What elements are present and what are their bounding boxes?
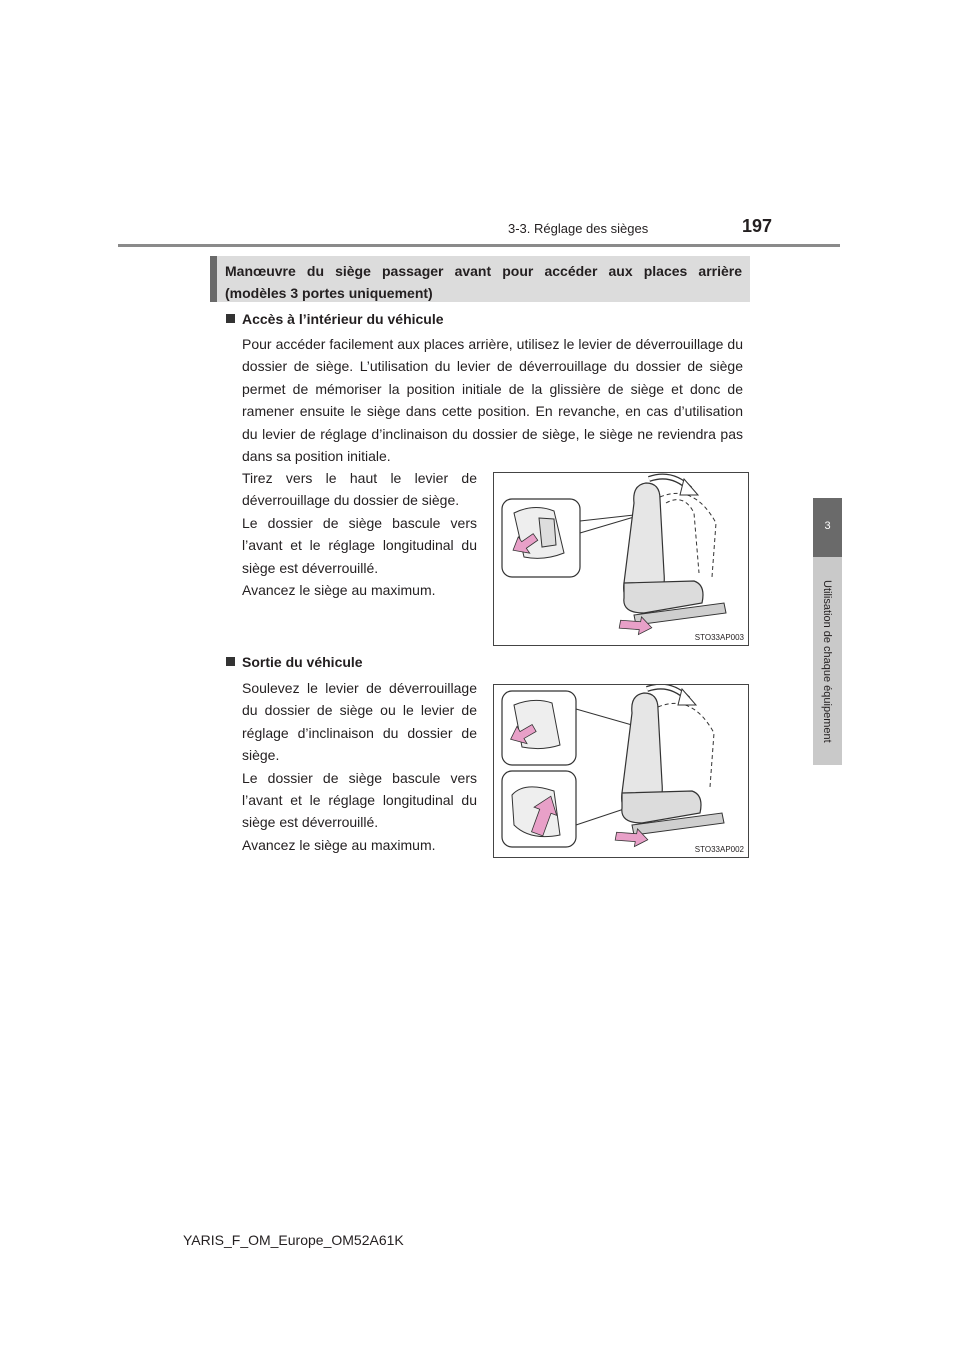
section-title-box: Manœuvre du siège passager avant pour accéder aux places arrière (modèles 3 portes uniquement) xyxy=(210,256,750,302)
subheading-exit xyxy=(226,654,363,670)
chapter-number: 3 xyxy=(824,520,831,532)
exit-steps xyxy=(242,677,477,856)
exit-result: Le dossier de siège bascule vers l’avant et le réglage longitudinal du siège est déverrouillé. xyxy=(242,769,477,831)
access-final: Avancez le siège au maximum. xyxy=(242,582,436,599)
figure-access xyxy=(493,472,749,646)
subheading-exit-text: Sortie du véhicule xyxy=(242,654,363,670)
access-body xyxy=(242,333,743,467)
access-body-text: Pour accéder facilement aux places arrière, utilisez le levier de déverrouillage du dossier de siège. L’utilisation du levier de déverrouillage du dossier de siège permet de mémoriser la position initiale de la glissière de siège et donc de ramener ensuite le siège dans cette position. En revanche, en cas d’utilisation du levier de réglage d’inclinaison du dossier de siège, le siège ne reviendra pas dans sa position initiale. xyxy=(242,336,743,465)
chapter-label: Utilisation de chaque équipement xyxy=(821,579,833,743)
access-steps xyxy=(242,467,477,601)
figure-code: STO33AP002 xyxy=(694,845,744,854)
chapter-tab xyxy=(813,498,842,557)
bullet-square-icon xyxy=(226,314,235,323)
page-number: 197 xyxy=(742,216,773,236)
access-result: Le dossier de siège bascule vers l’avant et le réglage longitudinal du siège est déverrouillé. xyxy=(242,514,477,576)
header-rule xyxy=(118,244,840,247)
figure-exit xyxy=(493,684,749,858)
bullet-square-icon xyxy=(226,657,235,666)
seat-illustration xyxy=(494,685,748,857)
exit-final: Avancez le siège au maximum. xyxy=(242,836,436,853)
seat-illustration xyxy=(494,473,748,645)
footer-doc-id: YARIS_F_OM_Europe_OM52A61K xyxy=(183,1232,404,1248)
header-section-title: 3-3. Réglage des sièges xyxy=(508,221,649,236)
exit-instruction: Soulevez le levier de déverrouillage du dossier de siège ou le levier de réglage d’inclinaison du dossier de siège. xyxy=(242,680,477,764)
figure-code: STO33AP003 xyxy=(694,633,744,642)
access-instruction: Tirez vers le haut le levier de déverrouillage du dossier de siège. xyxy=(242,470,477,509)
subheading-access-text: Accès à l’intérieur du véhicule xyxy=(242,311,444,327)
subheading-access xyxy=(226,311,444,327)
